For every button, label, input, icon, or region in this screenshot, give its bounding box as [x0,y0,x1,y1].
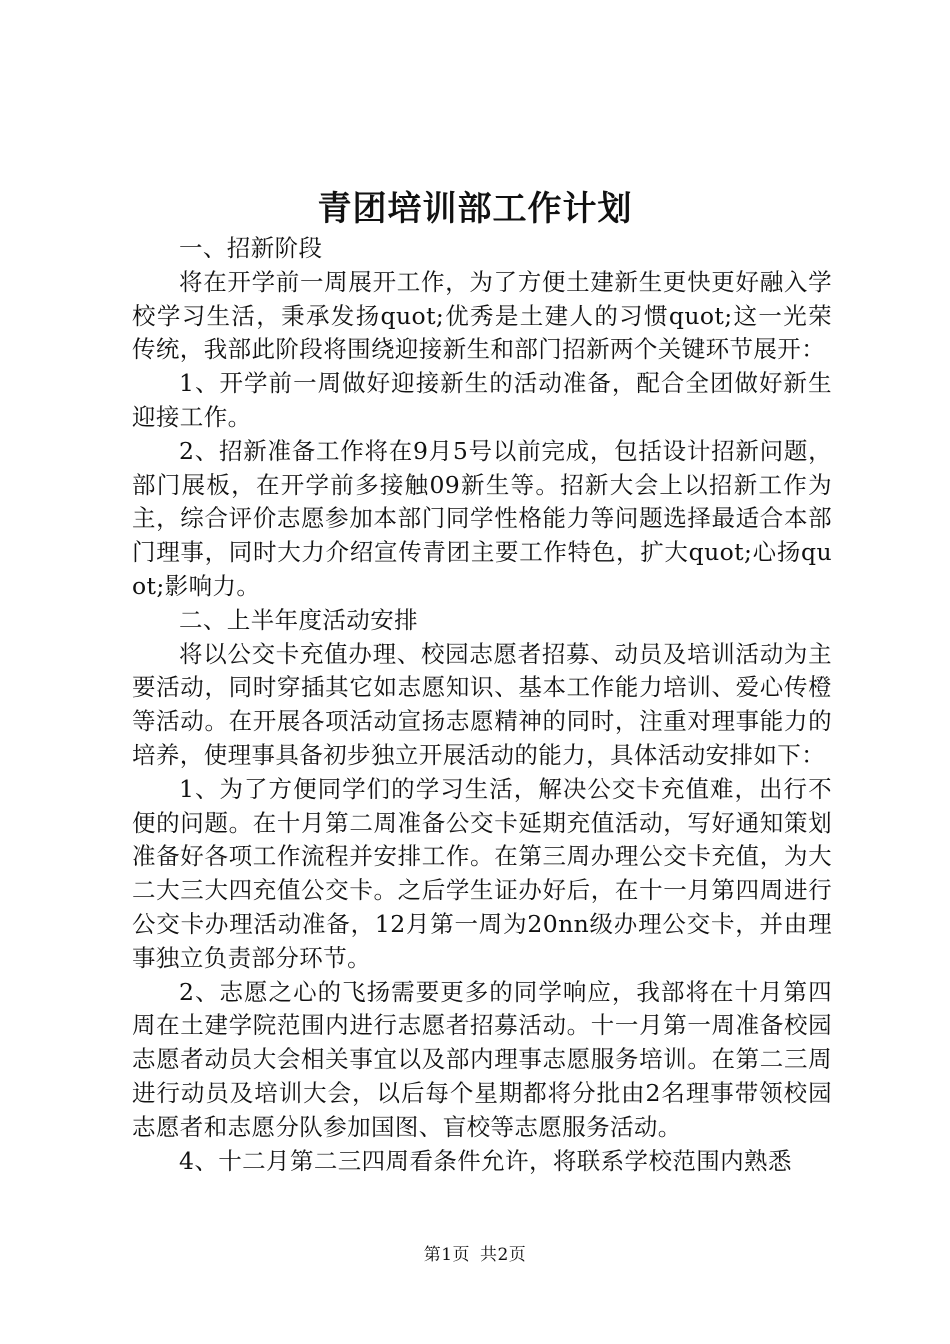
section-heading-recruitment: 一、招新阶段 [179,234,323,262]
paragraph-recruitment-item-1: 1、开学前一周做好迎接新生的活动准备，配合全团做好新生迎接工作。 [132,369,832,431]
document-body [132,232,832,1178]
paragraph-first-half-item-2: 2、志愿之心的飞扬需要更多的同学响应，我部将在十月第四周在土建学院范围内进行志愿者招募活动。十一月第一周准备校园志愿者动员大会相关事宜以及部内理事志愿服务培训。在第二三周进行动员及培训大会，以后每个星期都将分批由2名理事带领校园志愿者和志愿分队参加国图、盲校等志愿服务活动。 [132,977,832,1141]
paragraph-first-half-intro: 将以公交卡充值办理、校园志愿者招募、动员及培训活动为主要活动，同时穿插其它如志愿知识、基本工作能力培训、爱心传橙等活动。在开展各项活动宣扬志愿精神的同时，注重对理事能力的培养，使理事具备初步独立开展活动的能力，具体活动安排如下： [132,639,832,769]
paragraph-first-half-item-4: 4、十二月第二三四周看条件允许，将联系学校范围内熟悉 [179,1146,792,1175]
paragraph-first-half-item-1: 1、为了方便同学们的学习生活，解决公交卡充值难，出行不便的问题。在十月第二周准备公交卡延期充值活动，写好通知策划准备好各项工作流程并安排工作。在第三周办理公交卡充值，为大二大三大四充值公交卡。之后学生证办好后，在十一月第四周进行公交卡办理活动准备，12月第一周为20nn级办理公交卡，并由理事独立负责部分环节。 [132,774,832,972]
paragraph-recruitment-intro: 将在开学前一周展开工作，为了方便土建新生更快更好融入学校学习生活，秉承发扬quot;优秀是土建人的习惯quot;这一光荣传统，我部此阶段将围绕迎接新生和部门招新两个关键环节展开： [132,267,832,364]
page-total: 共2页 [479,1245,527,1265]
page-number: 第1页 [423,1245,471,1265]
paragraph-recruitment-item-2: 2、招新准备工作将在9月5号以前完成，包括设计招新问题，部门展板，在开学前多接触09新生等。招新大会上以招新工作为主，综合评价志愿参加本部门同学性格能力等问题选择最适合本部门理事，同时大力介绍宣传青团主要工作特色，扩大quot;心扬quot;影响力。 [132,436,832,600]
section-heading-first-half: 二、上半年度活动安排 [179,605,418,634]
page-footer [0,1243,950,1267]
document-title: 青团培训部工作计划 [317,189,633,229]
